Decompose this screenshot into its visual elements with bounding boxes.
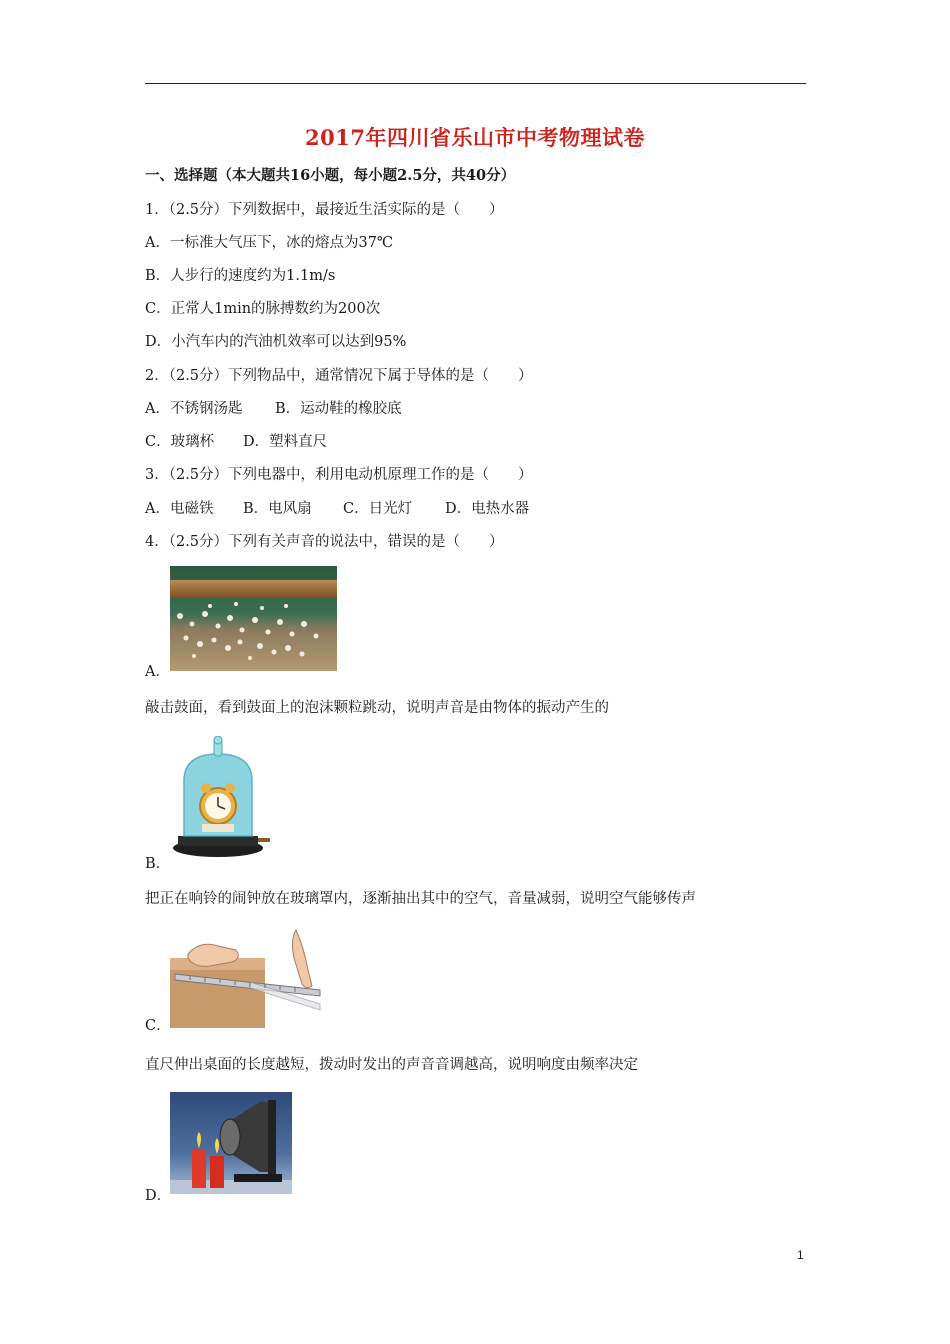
question-2-option-a[interactable]: A．不锈钢汤匙 bbox=[145, 401, 243, 417]
section-heading: 一、选择题（本大题共16小题，每小题2.5分，共40分） bbox=[145, 167, 516, 184]
question-4-text-a: 敲击鼓面，看到鼓面上的泡沫颗粒跳动，说明声音是由物体的振动产生的 bbox=[145, 700, 609, 716]
question-2-stem: 2．（2.5分）下列物品中，通常情况下属于导体的是（ ） bbox=[145, 368, 533, 384]
question-3-stem: 3．（2.5分）下列电器中，利用电动机原理工作的是（ ） bbox=[145, 467, 533, 483]
candle-speaker-figure bbox=[170, 1092, 292, 1194]
question-2-option-d[interactable]: D．塑料直尺 bbox=[243, 434, 328, 450]
bell-jar-illustration bbox=[170, 736, 275, 860]
question-3-option-b[interactable]: B．电风扇 bbox=[243, 501, 312, 517]
page-title: 2017年四川省乐山市中考物理试卷 bbox=[305, 125, 645, 150]
question-3-options-row bbox=[145, 497, 529, 518]
question-2-option-b[interactable]: B．运动鞋的橡胶底 bbox=[275, 401, 402, 417]
question-4-label-c[interactable]: C． bbox=[145, 1018, 171, 1034]
page-number: 1 bbox=[797, 1248, 804, 1262]
header-rule bbox=[145, 83, 806, 84]
candle-speaker-illustration bbox=[170, 1092, 292, 1194]
question-4-label-a[interactable]: A． bbox=[145, 664, 170, 680]
question-1-option-a[interactable]: A．一标准大气压下，冰的熔点为37℃ bbox=[145, 235, 394, 251]
question-4-text-c: 直尺伸出桌面的长度越短，拨动时发出的声音音调越高，说明响度由频率决定 bbox=[145, 1057, 638, 1073]
question-3-option-a[interactable]: A．电磁铁 bbox=[145, 501, 214, 517]
ruler-desk-figure bbox=[170, 928, 330, 1028]
question-3-option-c[interactable]: C．日光灯 bbox=[343, 501, 413, 517]
question-4-stem: 4．（2.5分）下列有关声音的说法中，错误的是（ ） bbox=[145, 534, 504, 550]
question-4-label-d[interactable]: D． bbox=[145, 1188, 172, 1204]
ruler-illustration bbox=[170, 928, 330, 1028]
question-2-options-row-1 bbox=[145, 397, 402, 418]
question-4-text-b: 把正在响铃的闹钟放在玻璃罩内，逐渐抽出其中的空气，音量减弱，说明空气能够传声 bbox=[145, 891, 696, 907]
question-2-option-c[interactable]: C．玻璃杯 bbox=[145, 434, 215, 450]
question-1-stem: 1．（2.5分）下列数据中，最接近生活实际的是（ ） bbox=[145, 202, 504, 218]
question-1-option-c[interactable]: C．正常人1min的脉搏数约为200次 bbox=[145, 301, 381, 317]
question-4-label-b[interactable]: B． bbox=[145, 856, 171, 872]
drum-foam-figure bbox=[170, 566, 337, 671]
question-1-option-b[interactable]: B．人步行的速度约为1.1m/s bbox=[145, 268, 336, 284]
bell-jar-clock-figure bbox=[170, 736, 275, 860]
question-2-options-row-2 bbox=[145, 430, 327, 451]
question-3-option-d[interactable]: D．电热水器 bbox=[445, 501, 530, 517]
foam-particles bbox=[170, 596, 337, 671]
question-1-option-d[interactable]: D．小汽车内的汽油机效率可以达到95% bbox=[145, 334, 407, 350]
